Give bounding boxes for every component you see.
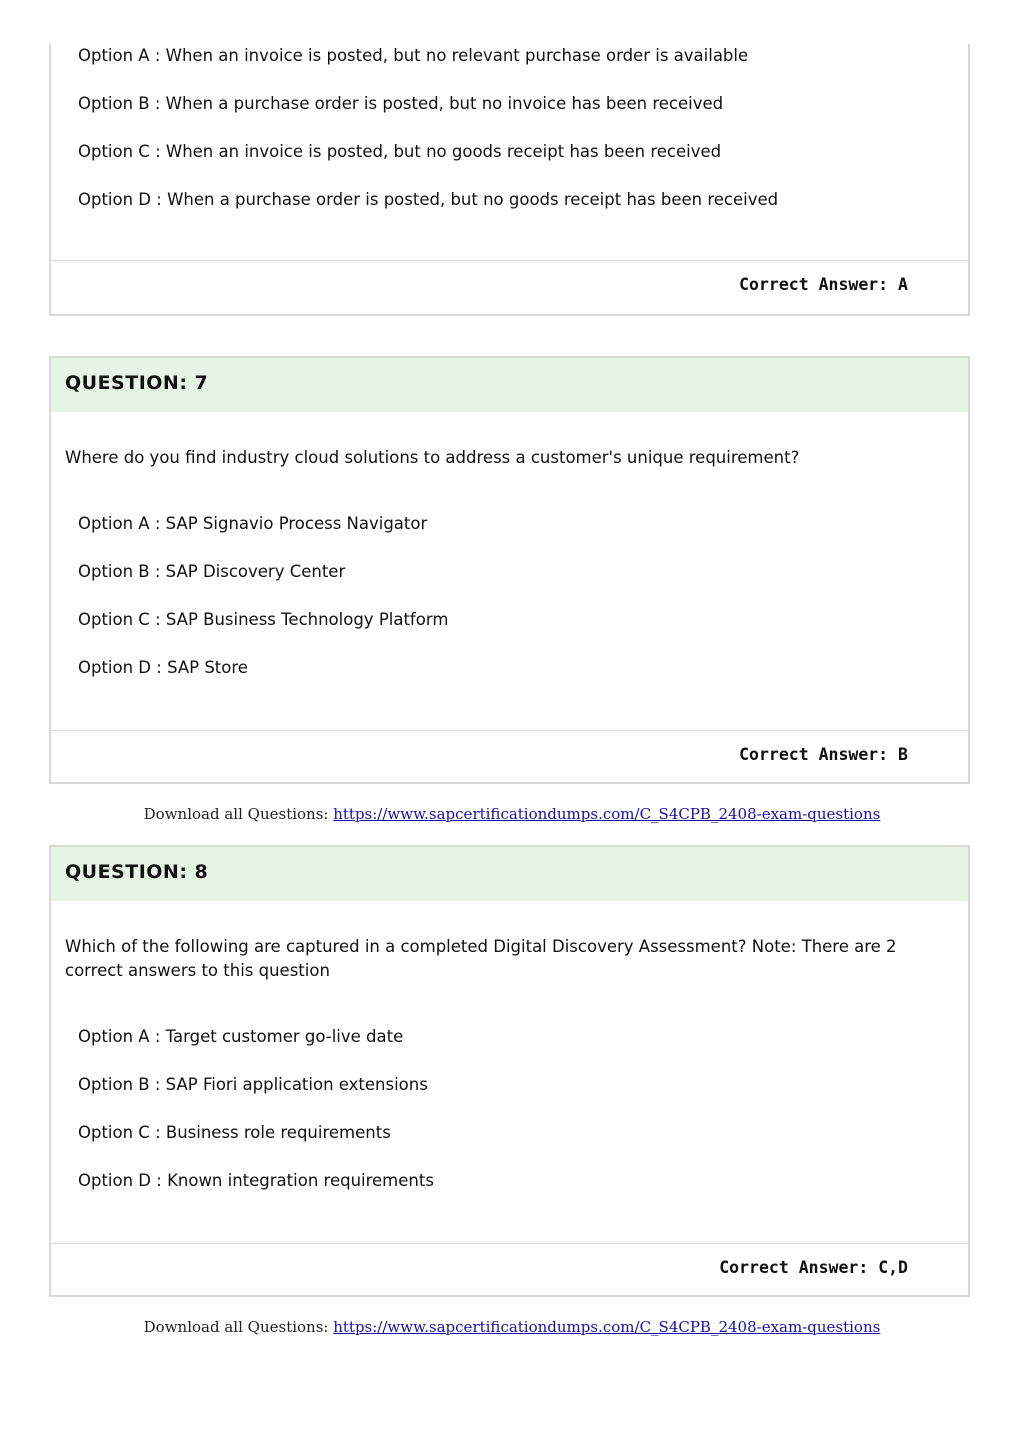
download-line-2: [0, 1318, 1024, 1336]
question-7-card: [49, 356, 970, 784]
question-8-card: [49, 845, 970, 1297]
download-label: Download all Questions:: [143, 805, 334, 823]
question-8-text: Which of the following are captured in a completed Digital Discovery Assessment? Note: There are 2 correct answers to this question: [65, 937, 897, 980]
q8-option-d: Option D : Known integration requirements: [78, 1171, 434, 1190]
q8-option-b: Option B : SAP Fiori application extensions: [78, 1075, 428, 1094]
q8-option-c: Option C : Business role requirements: [78, 1123, 391, 1142]
question-7-options: [51, 514, 968, 678]
download-link[interactable]: https://www.sapcertificationdumps.com/C_S4CPB_2408-exam-questions: [333, 1318, 881, 1336]
q7-option-a: Option A : SAP Signavio Process Navigator: [78, 514, 428, 533]
download-line-1: [0, 805, 1024, 823]
question-7-text: Where do you find industry cloud solutions to address a customer's unique requirement?: [65, 448, 800, 467]
download-link[interactable]: https://www.sapcertificationdumps.com/C_S4CPB_2408-exam-questions: [333, 805, 881, 823]
question-6-options: [51, 44, 968, 210]
q8-correct-answer: Correct Answer: C,D: [719, 1258, 908, 1277]
q7-correct-answer: Correct Answer: B: [739, 745, 908, 764]
q6-option-d: Option D : When a purchase order is posted, but no goods receipt has been received: [78, 190, 779, 209]
q7-option-d: Option D : SAP Store: [78, 658, 248, 677]
q6-option-a: Option A : When an invoice is posted, but no relevant purchase order is available: [78, 46, 749, 65]
q8-option-a: Option A : Target customer go-live date: [78, 1027, 404, 1046]
question-8-options: [51, 1027, 968, 1191]
q6-correct-answer: Correct Answer: A: [739, 275, 908, 294]
question-7-title: QUESTION: 7: [51, 358, 968, 412]
question-8-title: QUESTION: 8: [51, 847, 968, 901]
q7-option-b: Option B : SAP Discovery Center: [78, 562, 346, 581]
download-label: Download all Questions:: [143, 1318, 334, 1336]
question-6-card: [49, 44, 970, 316]
q6-option-b: Option B : When a purchase order is posted, but no invoice has been received: [78, 94, 724, 113]
q6-option-c: Option C : When an invoice is posted, but no goods receipt has been received: [78, 142, 722, 161]
q7-option-c: Option C : SAP Business Technology Platform: [78, 610, 449, 629]
